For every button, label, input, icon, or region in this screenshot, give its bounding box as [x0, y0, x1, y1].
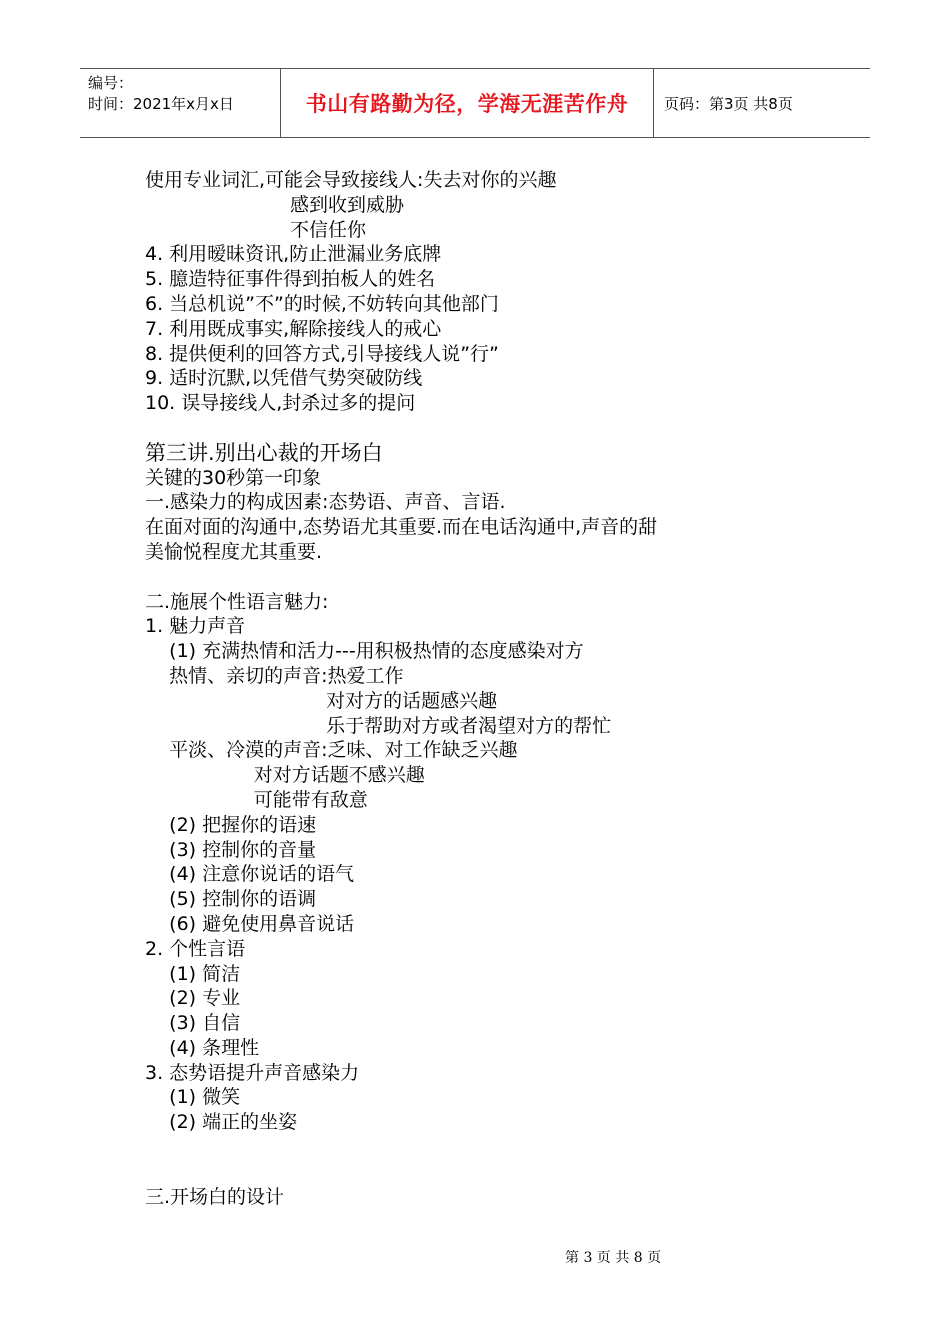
text-line: 6. 当总机说”不”的时候,不妨转向其他部门 — [145, 292, 499, 315]
text-line: 在面对面的沟通中,态势语尤其重要.而在电话沟通中,声音的甜 — [145, 516, 658, 539]
text-line: 热情、亲切的声音:热爱工作 — [145, 664, 404, 687]
page-header — [80, 68, 870, 138]
text-line: (6) 避免使用鼻音说话 — [145, 912, 355, 935]
text-line: 不信任你 — [145, 218, 366, 241]
text-line: 使用专业词汇,可能会导致接线人:失去对你的兴趣 — [145, 169, 557, 191]
date-label: 时间：2021年x月x日 — [88, 95, 234, 113]
text-line: 10. 误导接线人,封杀过多的提问 — [145, 392, 416, 415]
text-line: 一.感染力的构成因素:态势语、声音、言语. — [145, 491, 506, 514]
text-line — [145, 1135, 835, 1160]
document-body — [145, 168, 835, 1209]
text-line: 8. 提供便利的回答方式,引导接线人说”行” — [145, 342, 499, 365]
text-line: (1) 充满热情和活力---用积极热情的态度感染对方 — [145, 640, 584, 663]
text-line: 三.开场白的设计 — [145, 1185, 285, 1208]
text-line: 2. 个性言语 — [145, 937, 246, 960]
text-line: 9. 适时沉默,以凭借气势突破防线 — [145, 367, 423, 390]
text-line — [145, 1160, 835, 1185]
text-line: (2) 把握你的语速 — [145, 813, 317, 836]
text-line: 二.施展个性语言魅力: — [145, 590, 329, 613]
text-line: 对对方的话题感兴趣 — [145, 689, 498, 712]
text-line: 可能带有敌意 — [145, 788, 368, 811]
header-meta — [80, 69, 281, 137]
text-line: (4) 条理性 — [145, 1036, 260, 1059]
text-line: 感到收到威胁 — [145, 193, 404, 216]
text-line — [145, 416, 835, 441]
text-line: 3. 态势语提升声音感染力 — [145, 1061, 360, 1084]
text-line: 乐于帮助对方或者渴望对方的帮忙 — [145, 714, 612, 737]
text-line: 4. 利用暧昧资讯,防止泄漏业务底牌 — [145, 243, 442, 266]
text-line: (3) 控制你的音量 — [145, 838, 317, 861]
text-line: (1) 微笑 — [145, 1086, 241, 1109]
number-label: 编号： — [88, 74, 134, 92]
text-line: 平淡、冷漠的声音:乏味、对工作缺乏兴趣 — [145, 739, 518, 762]
section-heading: 第三讲.别出心裁的开场白 — [145, 440, 383, 465]
text-line: (2) 端正的坐姿 — [145, 1111, 298, 1134]
text-line: (2) 专业 — [145, 987, 241, 1010]
text-line: (4) 注意你说话的语气 — [145, 863, 355, 886]
text-line: 7. 利用既成事实,解除接线人的戒心 — [145, 317, 442, 340]
text-line: 对对方话题不感兴趣 — [145, 764, 425, 787]
text-line: (3) 自信 — [145, 1012, 241, 1035]
header-motto: 书山有路勤为径，学海无涯苦作舟 — [281, 69, 654, 137]
header-page-label: 页码：第3页 共8页 — [664, 94, 793, 113]
text-line: (1) 简洁 — [145, 962, 241, 985]
text-line: 1. 魅力声音 — [145, 615, 246, 638]
text-line: 5. 臆造特征事件得到拍板人的姓名 — [145, 268, 436, 291]
text-line: 关键的30秒第一印象 — [145, 466, 322, 489]
text-line: 美愉悦程度尤其重要. — [145, 540, 323, 563]
text-line — [145, 565, 835, 590]
page-footer: 第 3 页 共 8 页 — [565, 1250, 662, 1266]
text-line: (5) 控制你的语调 — [145, 888, 317, 911]
